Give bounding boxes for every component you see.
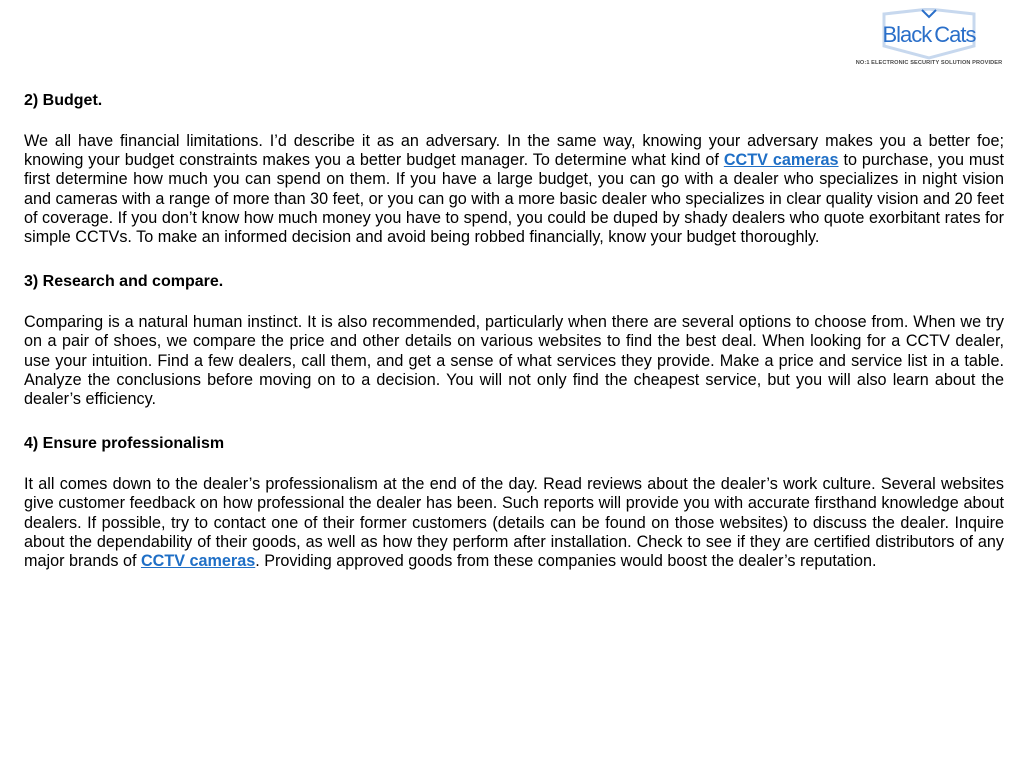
article-body	[24, 90, 1004, 571]
paragraph-text: We all have financial limitations. I’d describe it as an adversary. In the same way, knowing your adversary makes you a better foe; knowing your budget constraints makes you a better budget manager. To determine what kind of	[24, 132, 1004, 170]
section-heading-budget: 2) Budget.	[24, 92, 103, 109]
paragraph-text: to purchase, you must first determine how much you can spend on them. If you have a large budget, you can go with a dealer who specializes in night vision and cameras with a range of more than 30 feet, or you can go with a more basic dealer who specializes in clear quality vision and 20 feet of coverage. If you don’t know how much money you have to spend, you could be duped by shady dealers who quote exorbitant rates for simple CCTVs. To make an informed decision and avoid being robbed financially, know your budget thoroughly.	[24, 151, 1004, 247]
section-paragraph-budget	[24, 132, 1004, 247]
logo-tagline: NO:1 ELECTRONIC SECURITY SOLUTION PROVIDER	[855, 60, 1003, 66]
paragraph-text: . Providing approved goods from these companies would boost the dealer’s reputation.	[255, 552, 877, 571]
section-paragraph-research: Comparing is a natural human instinct. It is also recommended, particularly when there are several options to choose from. When we try on a pair of shoes, we compare the price and other details on various websites to find the best deal. When looking for a CCTV dealer, use your intuition. Find a few dealers, call them, and get a sense of what services they provide. Make a price and service list in a table. Analyze the conclusions before moving on to a decision. You will not only find the cheapest service, but you will also learn about the dealer’s efficiency.	[24, 313, 1004, 409]
section-paragraph-professionalism	[24, 475, 1004, 571]
cctv-cameras-link[interactable]: CCTV cameras	[723, 151, 839, 170]
black-cats-logo-mark	[844, 8, 1014, 60]
brand-logo	[844, 8, 1014, 70]
cctv-cameras-link[interactable]: CCTV cameras	[140, 552, 256, 571]
logo-wordmark: Black Cats	[882, 22, 976, 47]
cat-ears-icon	[922, 10, 936, 17]
paragraph-text: It all comes down to the dealer’s professionalism at the end of the day. Read reviews about the dealer’s work culture. Several websites give customer feedback on how professional the dealer has been. Such reports will provide you with accurate firsthand knowledge about dealers. If possible, try to contact one of their former customers (details can be found on those websites) to discuss the dealer. Inquire about the dependability of their goods, as well as how they perform after installation. Check to see if they are certified distributors of any major brands of	[24, 475, 1004, 571]
section-heading-research: 3) Research and compare.	[24, 273, 224, 291]
section-heading-professionalism: 4) Ensure professionalism	[24, 435, 225, 453]
